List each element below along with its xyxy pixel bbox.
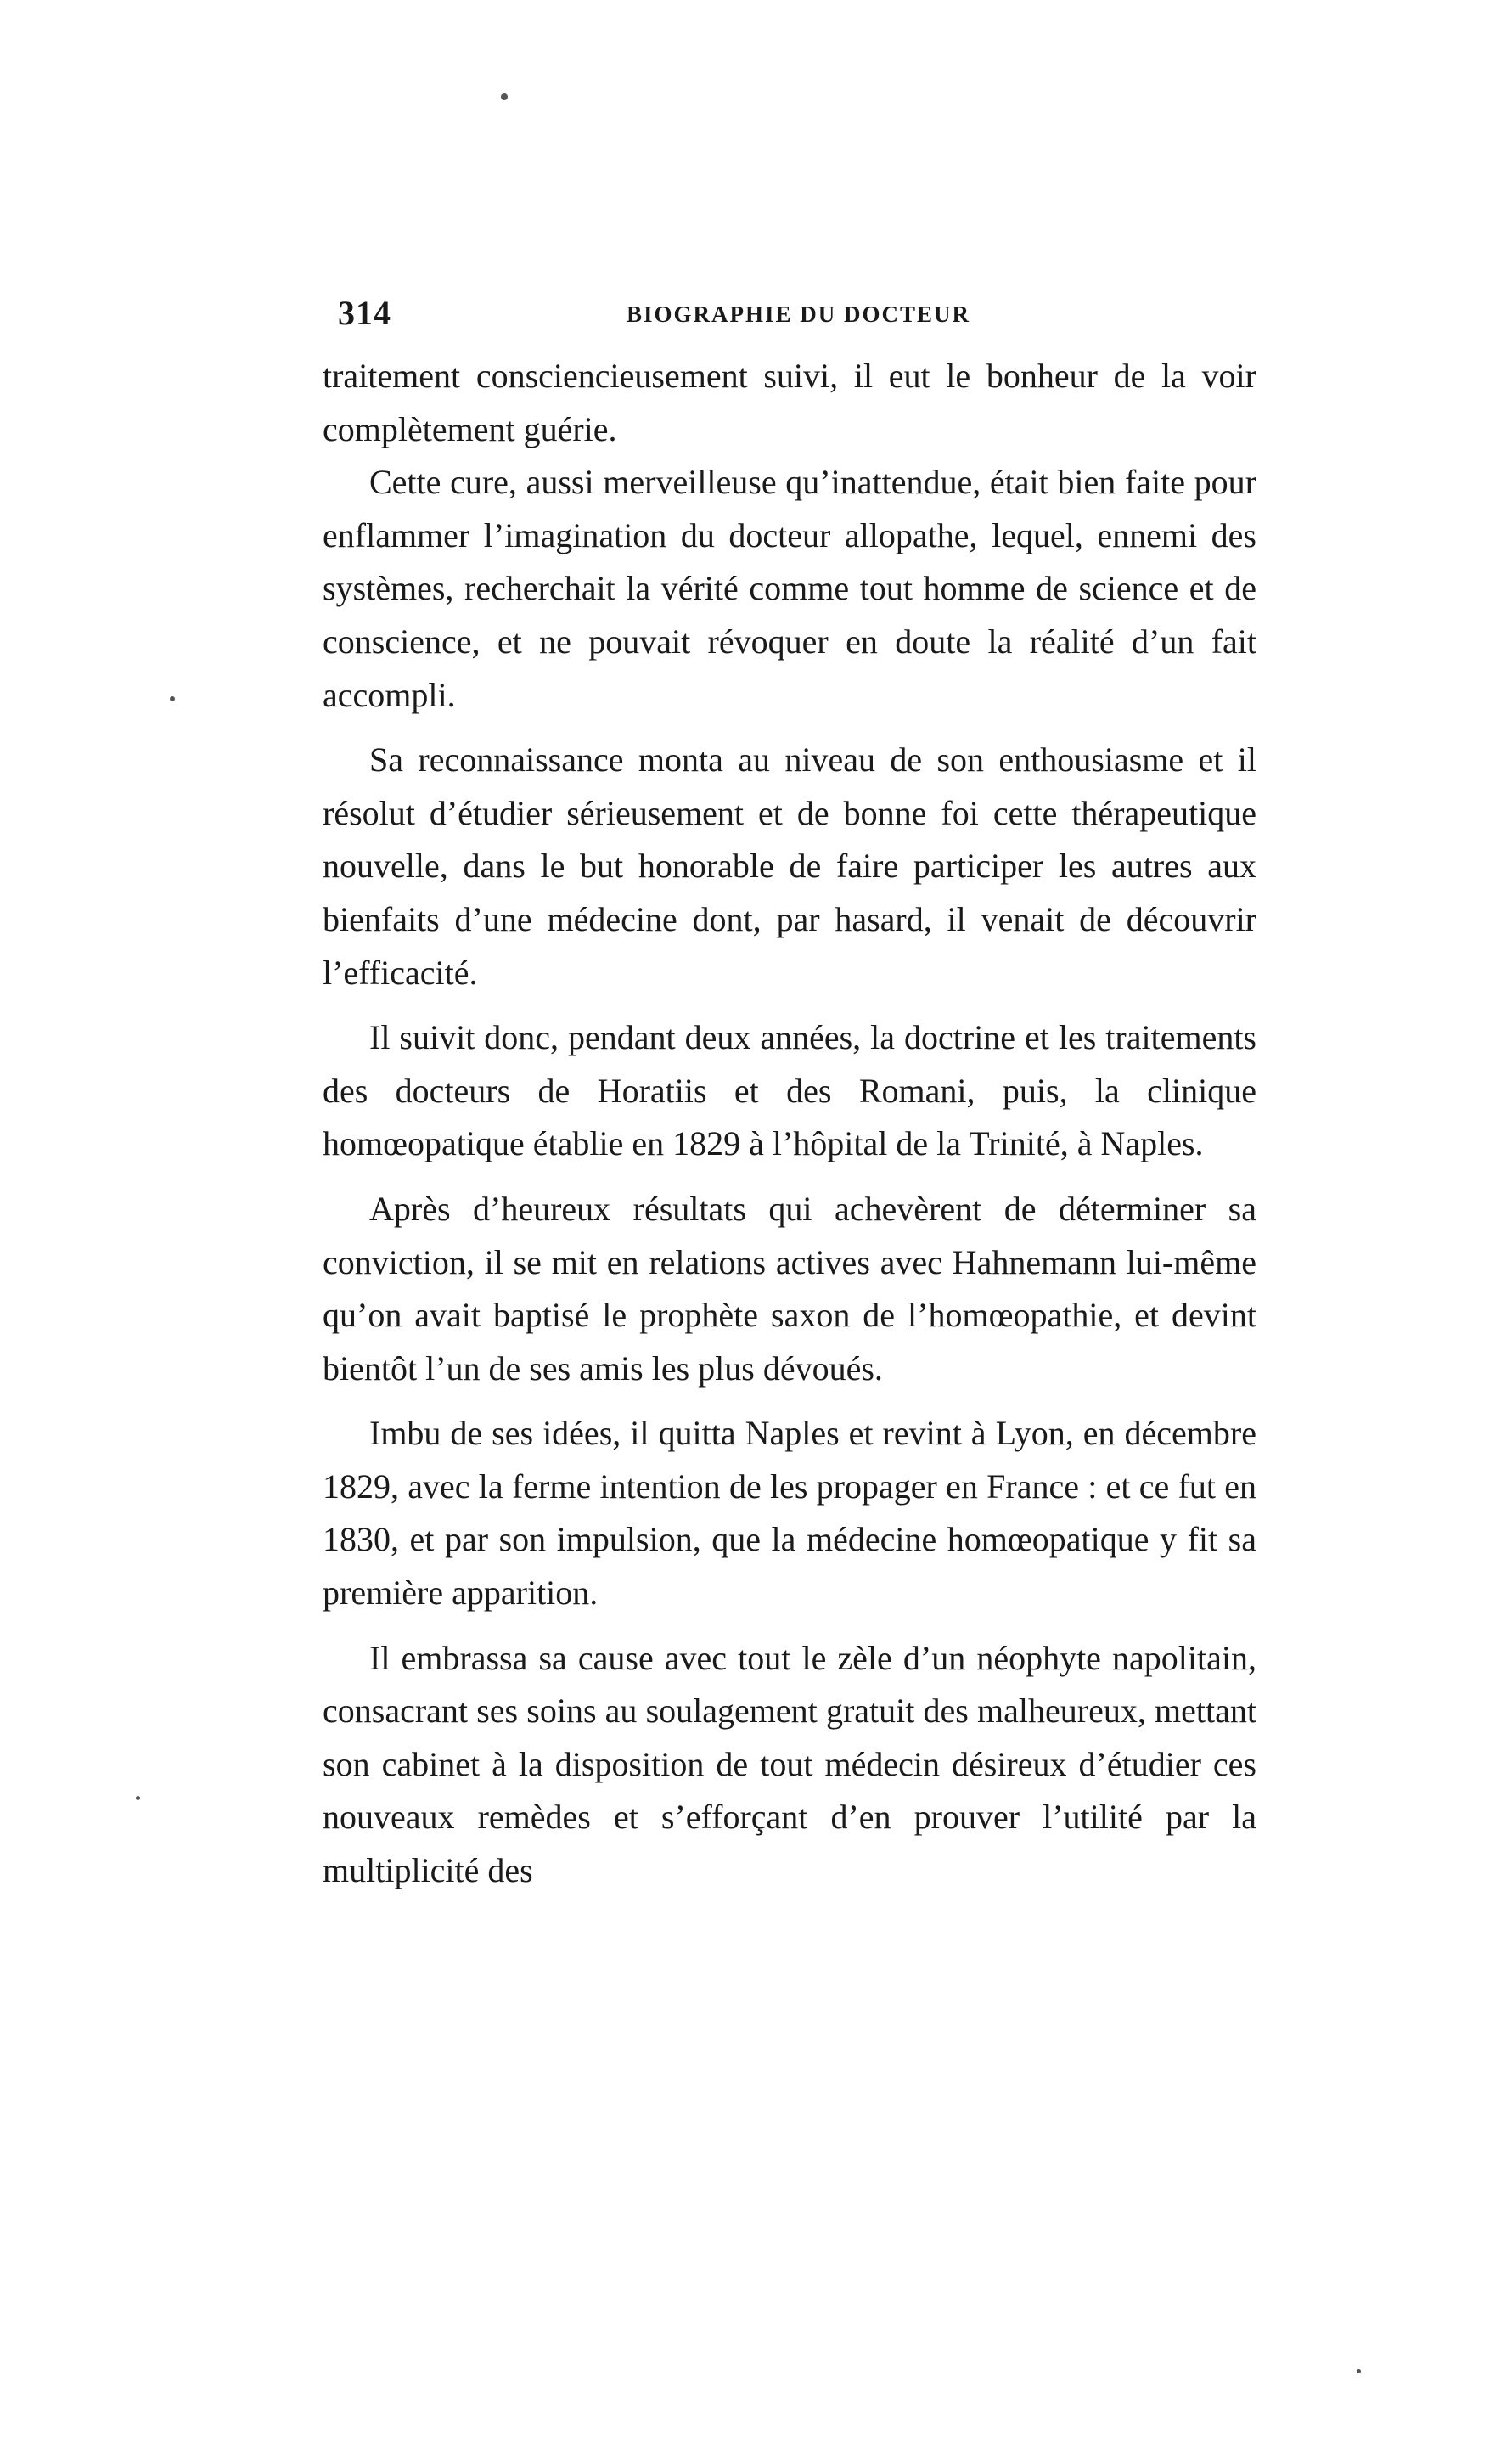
paragraph: Il embrassa sa cause avec tout le zèle d’un néophyte napolitain, consacrant ses soins au soulagement gratuit des malheureux, mettant son cabinet à la disposition de tout médecin désireux d’étudier ces nouveaux remèdes et s’efforçant d’en prouver l’utilité par la multiplicité des	[323, 1638, 1256, 1890]
paragraph: Sa reconnaissance monta au niveau de son enthousiasme et il résolut d’étudier sérieusement et de bonne foi cette thérapeutique nouvelle, dans le but honorable de faire participer les autres aux bienfaits d’une médecine dont, par hasard, il venait de découvrir l’efficacité.	[323, 740, 1256, 992]
scan-speck	[136, 1796, 140, 1800]
paragraph: Après d’heureux résultats qui achevèrent de déterminer sa conviction, il se mit en relations actives avec Hahnemann lui-même qu’on avait baptisé le prophète saxon de l’homœopathie, et devint bientôt l’un de ses amis les plus dévoués.	[323, 1189, 1256, 1388]
running-title: BIOGRAPHIE DU DOCTEUR	[627, 301, 971, 327]
scan-speck	[501, 93, 508, 100]
paragraph-continued: traitement consciencieusement suivi, il eut le bonheur de la voir complètement guérie.	[323, 357, 1256, 448]
body-text	[323, 350, 1256, 1898]
scan-speck	[1357, 2369, 1361, 2373]
paragraph: Il suivit donc, pendant deux années, la doctrine et les traitements des docteurs de Horatiis et des Romani, puis, la clinique homœopatique établie en 1829 à l’hôpital de la Trinité, à Naples.	[323, 1018, 1256, 1163]
paragraph: Cette cure, aussi merveilleuse qu’inattendue, était bien faite pour enflammer l’imagination du docteur allopathe, lequel, ennemi des systèmes, recherchait la vérité comme tout homme de science et de conscience, et ne pouvait révoquer en doute la réalité d’un fait accompli.	[323, 463, 1256, 714]
scan-speck	[170, 696, 175, 701]
paragraph: Imbu de ses idées, il quitta Naples et revint à Lyon, en décembre 1829, avec la ferme intention de les propager en France : et ce fut en 1830, et par son impulsion, que la médecine homœopatique y fit sa première apparition.	[323, 1414, 1256, 1613]
page-header	[338, 293, 1255, 344]
page-number: 314	[338, 294, 391, 332]
